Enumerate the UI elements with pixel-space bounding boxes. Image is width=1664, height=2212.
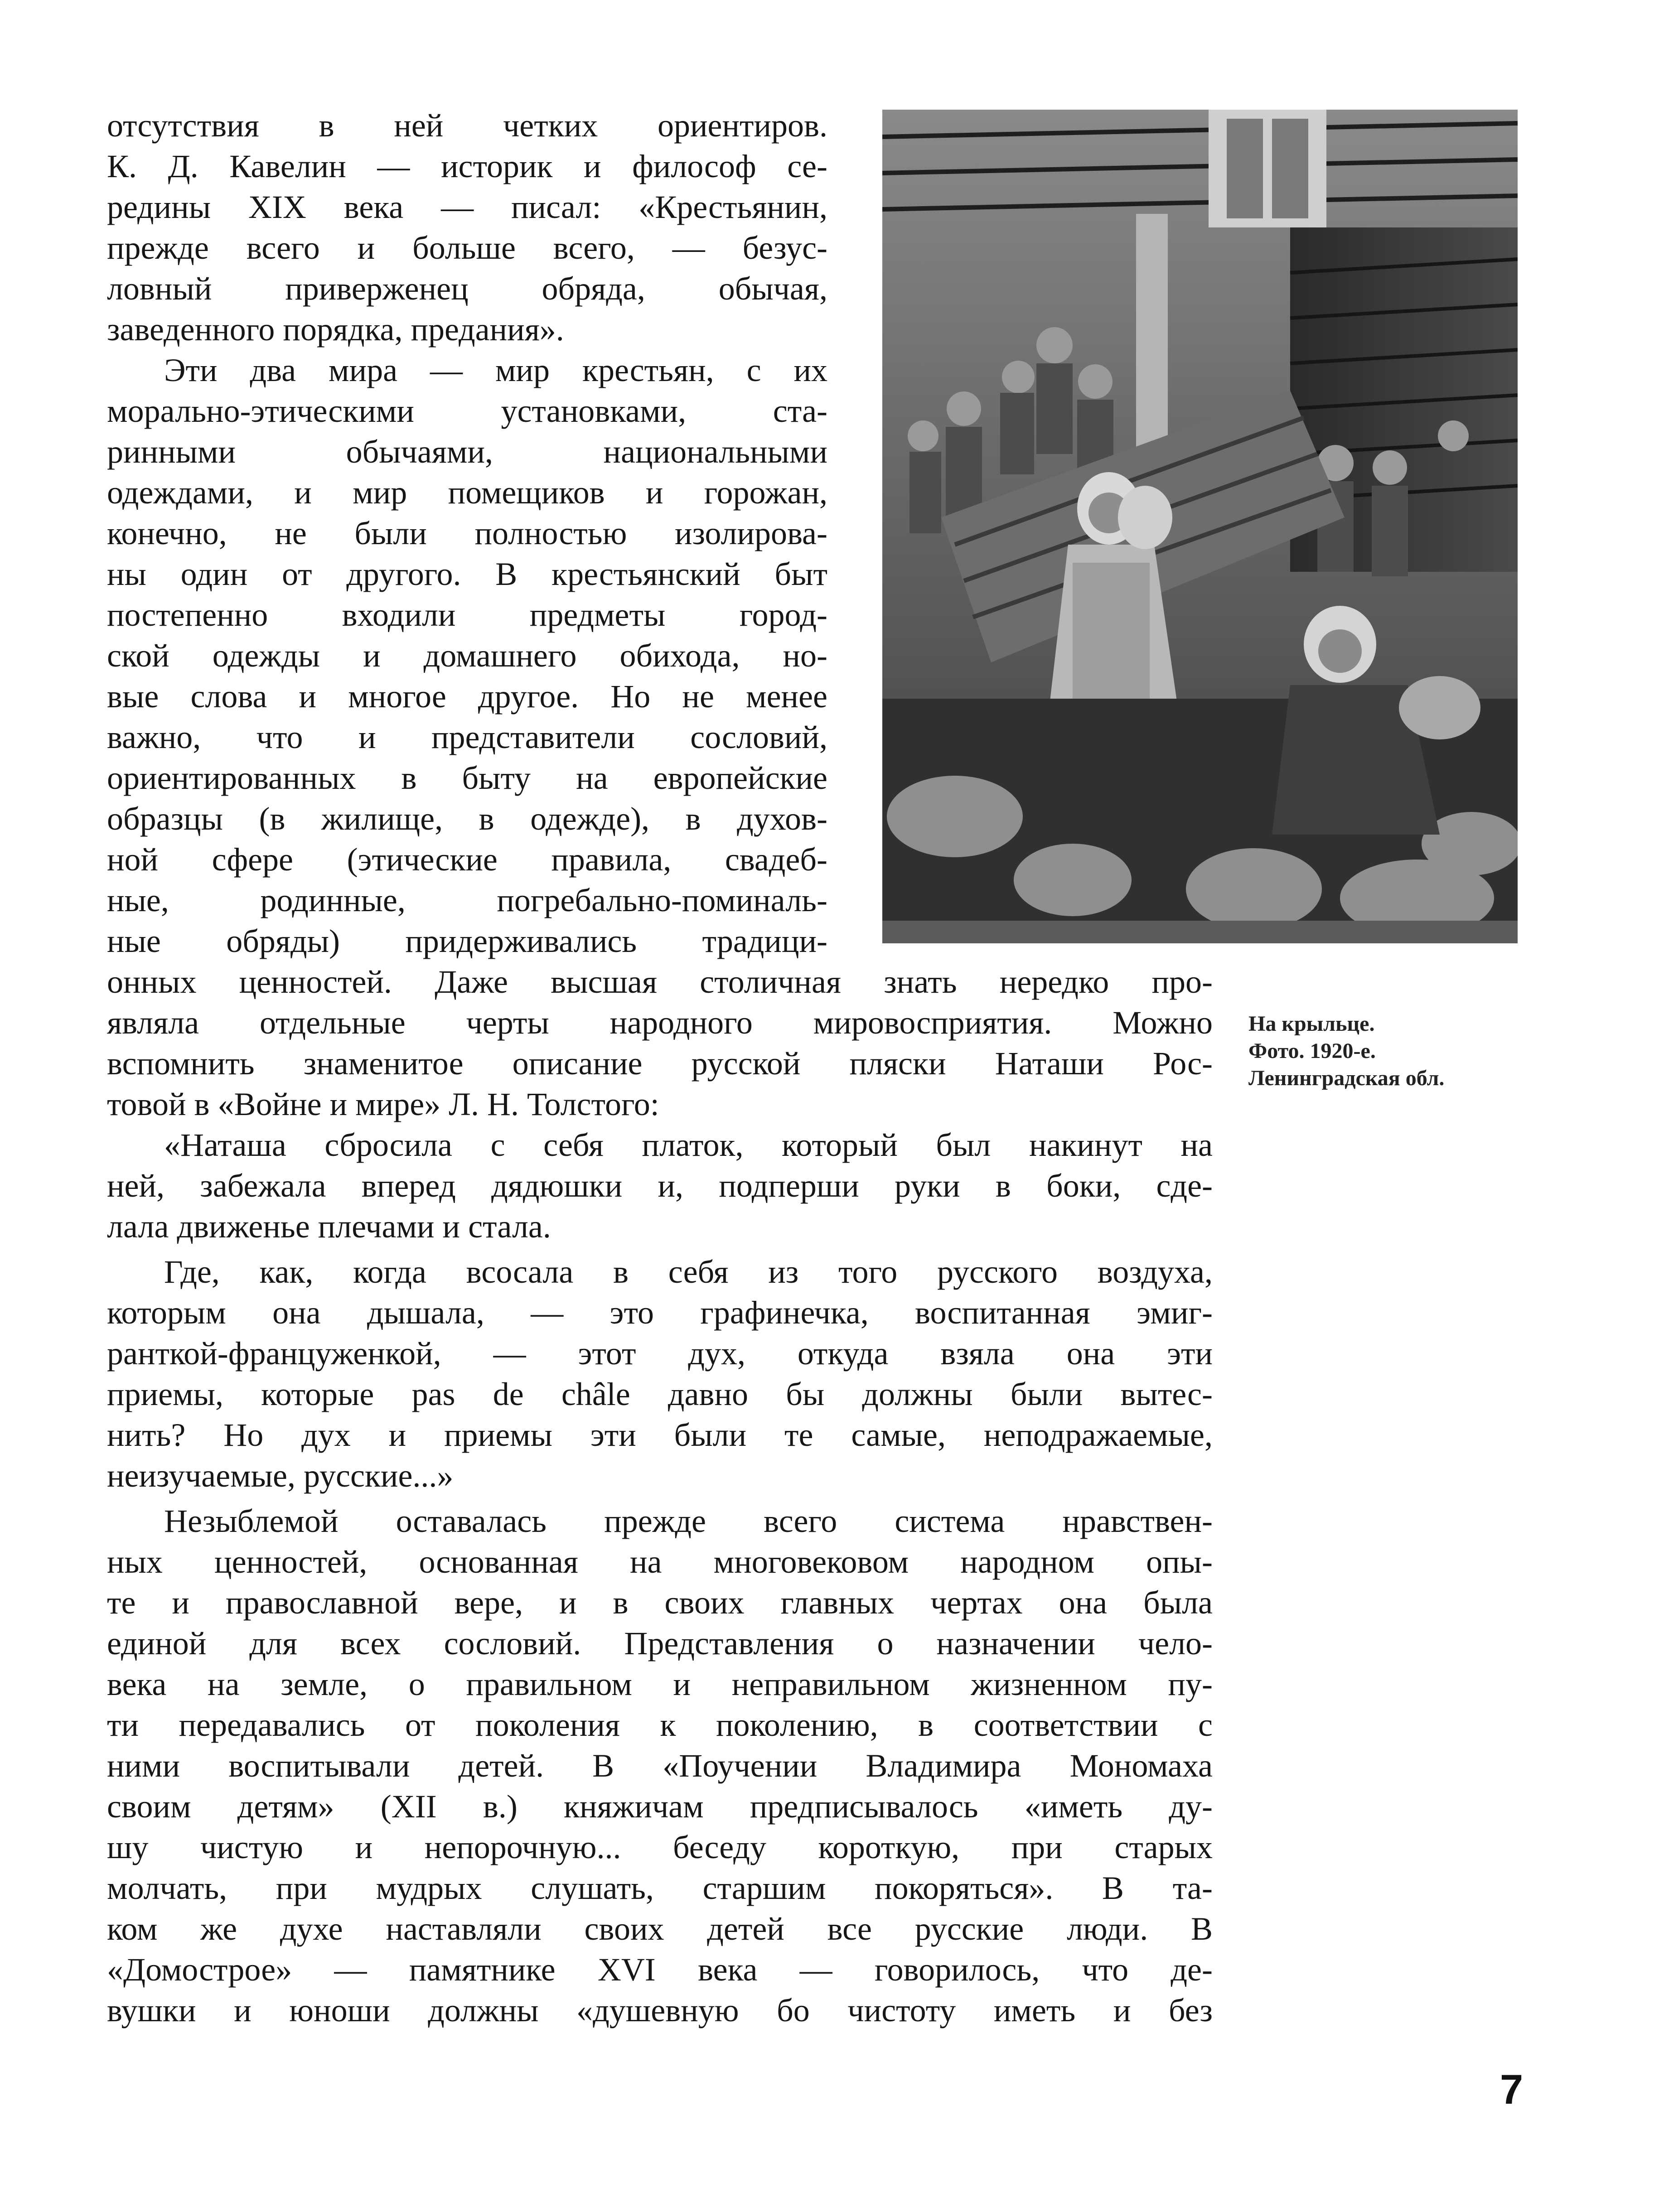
text-line: неизучаемые, русские...» <box>107 1458 454 1494</box>
text-line: Незыблемой оставалась прежде всего система нравствен- <box>164 1503 1213 1539</box>
text-line: онных ценностей. Даже высшая столичная знать нередко про- <box>107 964 1213 1000</box>
text-line: своим детям» (XII в.) княжичам предписывалось «иметь ду- <box>107 1788 1213 1825</box>
text-line: К. Д. Кавелин — историк и философ се- <box>107 148 827 184</box>
text-line: ти передавались от поколения к поколению, в соответствии с <box>107 1707 1213 1743</box>
text-line: редины XIX века — писал: «Крестьянин, <box>107 189 827 225</box>
text-line: ные обряды) придерживались традици- <box>107 923 827 959</box>
text-line: ринными обычаями, национальными <box>107 434 827 470</box>
text-line: Эти два мира — мир крестьян, с их <box>164 352 827 388</box>
text-line: «Домострое» — памятнике XVI века — говорилось, что де- <box>107 1951 1213 1988</box>
text-line: вспомнить знаменитое описание русской пляски Наташи Рос- <box>107 1045 1213 1082</box>
text-line: образцы (в жилище, в одежде), в духов- <box>107 801 827 837</box>
text-line: постепенно входили предметы город- <box>107 597 827 633</box>
text-line: отсутствия в ней четких ориентиров. <box>107 107 827 144</box>
text-line: ных ценностей, основанная на многовековом народном опы- <box>107 1544 1213 1580</box>
photo-caption <box>1248 1010 1520 1092</box>
text-line: шу чистую и непорочную... беседу короткую, при старых <box>107 1829 1213 1865</box>
text-line: лала движенье плечами и стала. <box>107 1208 551 1245</box>
text-line: товой в «Войне и мире» Л. Н. Толстого: <box>107 1086 659 1122</box>
text-line: ней, забежала вперед дядюшки и, подперши руки в боки, сде- <box>107 1168 1213 1204</box>
text-line: молчать, при мудрых слушать, старшим покоряться». В та- <box>107 1870 1213 1906</box>
caption-date: Фото. 1920-е. <box>1248 1039 1376 1063</box>
text-line: ними воспитывали детей. В «Поучении Владимира Мономаха <box>107 1748 1213 1784</box>
text-line: ориентированных в быту на европейские <box>107 760 827 796</box>
caption-title: На крыльце. <box>1248 1012 1375 1036</box>
text-line: века на земле, о правильном и неправильном жизненном пу- <box>107 1666 1213 1702</box>
caption-location: Ленинградская обл. <box>1248 1066 1445 1090</box>
text-line: нить? Но дух и приемы эти были те самые, неподражаемые, <box>107 1417 1213 1453</box>
text-line: приемы, которые pas de châle давно бы должны были вытес- <box>107 1376 1213 1412</box>
text-line: вые слова и многое другое. Но не менее <box>107 678 827 715</box>
text-line: которым она дышала, — это графинечка, воспитанная эмиг- <box>107 1294 1213 1331</box>
text-line: «Наташа сбросила с себя платок, который был накинут на <box>164 1127 1213 1163</box>
text-line: вушки и юноши должны «душевную бо чистоту иметь и без <box>107 1992 1213 2028</box>
text-line: единой для всех сословий. Представления о назначении чело- <box>107 1625 1213 1661</box>
text-line: ны один от другого. В крестьянский быт <box>107 556 827 592</box>
porch-photo <box>882 110 1518 943</box>
text-line: морально-этическими установками, ста- <box>107 393 827 429</box>
text-line: ловный приверженец обряда, обычая, <box>107 270 827 307</box>
text-line: прежде всего и больше всего, — безус- <box>107 230 827 266</box>
text-line: конечно, не были полностью изолирова- <box>107 515 827 551</box>
text-line: те и православной вере, и в своих главных чертах она была <box>107 1584 1213 1621</box>
text-line: ной сфере (этические правила, свадеб- <box>107 841 827 878</box>
text-line: являла отдельные черты народного мировосприятия. Можно <box>107 1005 1213 1041</box>
text-line: важно, что и представители сословий, <box>107 719 827 755</box>
text-line: заведенного порядка, предания». <box>107 311 564 348</box>
page-number: 7 <box>1500 2067 1524 2113</box>
text-line: Где, как, когда всосала в себя из того русского воздуха, <box>164 1254 1213 1290</box>
text-line: ком же духе наставляли своих детей все русские люди. В <box>107 1911 1213 1947</box>
text-line: ской одежды и домашнего обихода, но- <box>107 638 827 674</box>
text-line: ранткой-француженкой, — этот дух, откуда взяла она эти <box>107 1335 1213 1372</box>
text-line: одеждами, и мир помещиков и горожан, <box>107 474 827 511</box>
text-line: ные, родинные, погребально-поминаль- <box>107 882 827 918</box>
